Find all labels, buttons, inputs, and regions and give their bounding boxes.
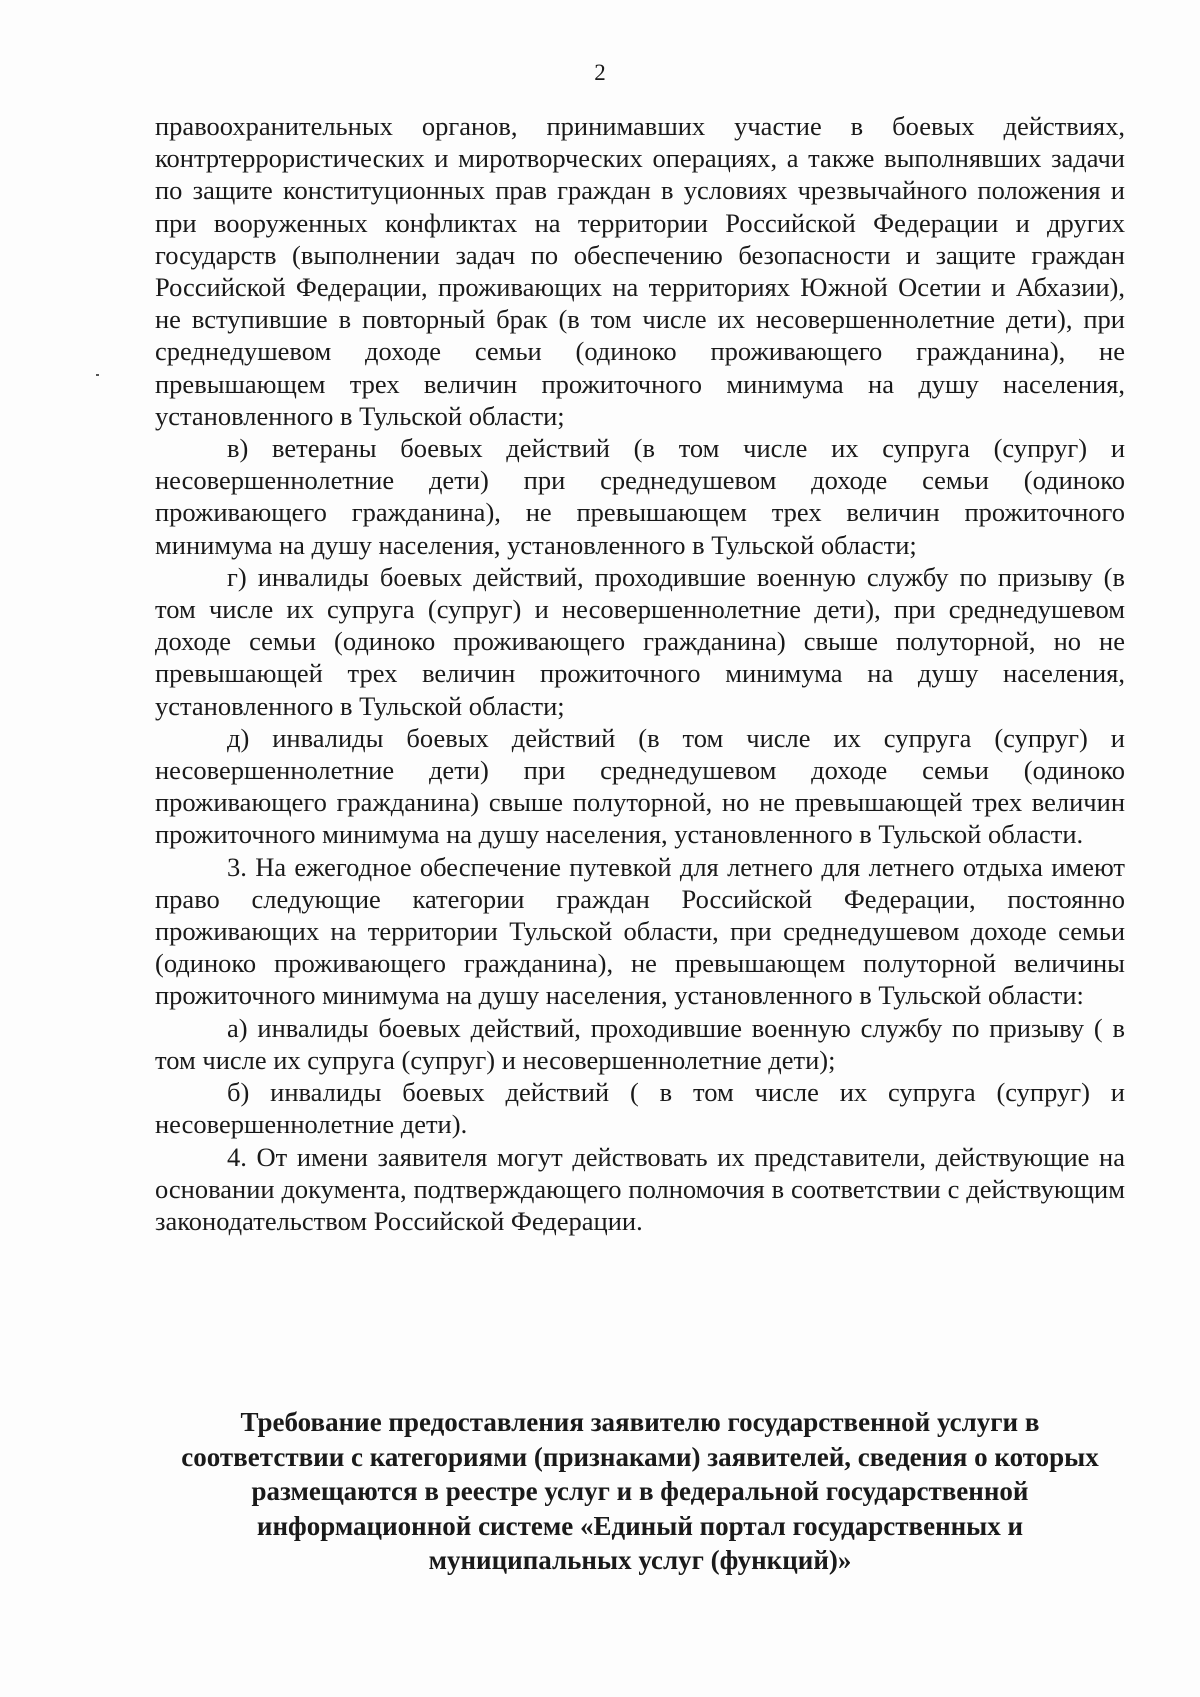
paragraph-item-g: г) инвалиды боевых действий, проходившие военную службу по призыву (в том числе их супруга (супруг) и несовершеннолетние дети), при среднедушевом доходе семьи (одиноко проживающего гражданина) свыше полуторной, но не превышающей трех величин прожиточного минимума на душу населения, установленного в Тульской области; <box>155 561 1125 721</box>
paragraph-continuation: правоохранительных органов, принимавших участие в боевых действиях, контртеррористических и миротворческих операциях, а также выполнявших задачи по защите конституционных прав граждан в условиях чрезвычайного положения и при вооруженных конфликтах на территории Российской Федерации и других государств (выполнении задач по обеспечению безопасности и защите граждан Российской Федерации, проживающих на территориях Южной Осетии и Абхазии), не вступившие в повторный брак (в том числе их несовершеннолетние дети), при среднедушевом доходе семьи (одиноко проживающего гражданина), не превышающем трех величин прожиточного минимума на душу населения, установленного в Тульской области; <box>155 111 1125 431</box>
paragraph-item-b: б) инвалиды боевых действий ( в том числе их супруга (супруг) и несовершеннолетние дети). <box>155 1077 1125 1140</box>
paragraph-item-a: а) инвалиды боевых действий, проходившие военную службу по призыву ( в том числе их супруга (супруг) и несовершеннолетние дети); <box>155 1012 1125 1075</box>
section-heading <box>150 1405 1130 1578</box>
scan-speck <box>96 374 99 376</box>
paragraph-item-d: д) инвалиды боевых действий (в том числе их супруга (супруг) и несовершеннолетние дети) при среднедушевом доходе семьи (одиноко проживающего гражданина) свыше полуторной, но не превышающей трех величин прожиточного минимума на душу населения, установленного в Тульской области. <box>155 722 1125 850</box>
heading-line: Требование предоставления заявителю государственной услуги в <box>240 1407 1040 1437</box>
paragraph-item-v: в) ветераны боевых действий (в том числе их супруга (супруг) и несовершеннолетние дети) при среднедушевом доходе семьи (одиноко проживающего гражданина), не превышающем трех величин прожиточного минимума на душу населения, установленного в Тульской области; <box>155 433 1125 560</box>
paragraph-clause-4: 4. От имени заявителя могут действовать их представители, действующие на основании документа, подтверждающего полномочия в соответствии с действующим законодательством Российской Федерации. <box>155 1141 1125 1236</box>
heading-line: размещаются в реестре услуг и в федеральной государственной <box>251 1476 1029 1506</box>
heading-line: муниципальных услуг (функций)» <box>428 1545 852 1575</box>
document-body <box>155 110 1125 1237</box>
page-number: 2 <box>594 60 606 85</box>
paragraph-clause-3: 3. На ежегодное обеспечение путевкой для летнего для летнего отдыха имеют право следующие категории граждан Российской Федерации, постоянно проживающих на территории Тульской области, при среднедушевом доходе семьи (одиноко проживающего гражданина), не превышающем полуторной величины прожиточного минимума на душу населения, установленного в Тульской области: <box>155 851 1125 1011</box>
heading-line: информационной системе «Единый портал государственных и <box>256 1510 1024 1541</box>
heading-line: соответствии с категориями (признаками) заявителей, сведения о которых <box>181 1441 1099 1472</box>
